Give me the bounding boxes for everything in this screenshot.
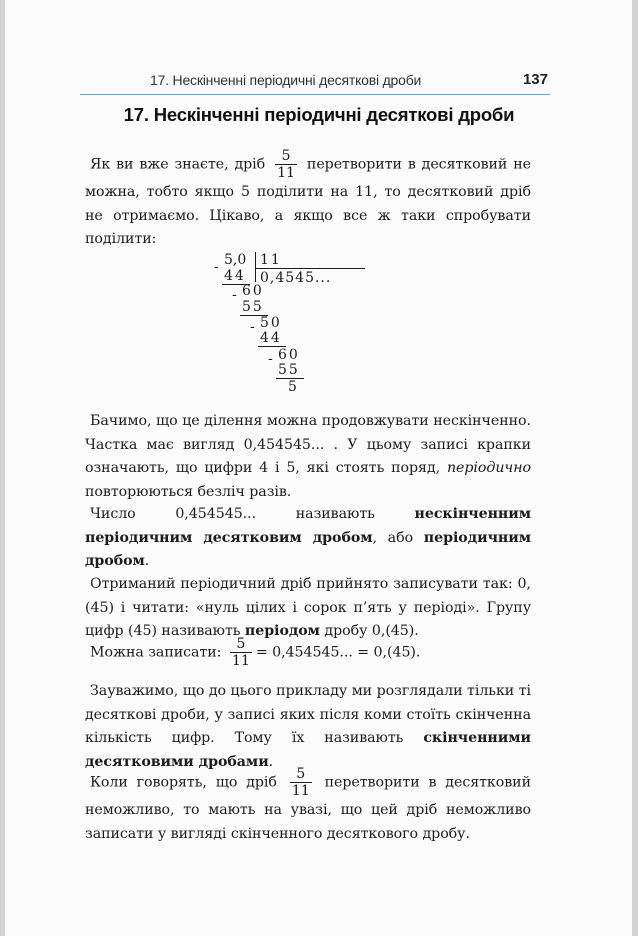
paragraph-periodic: Бачимо, що це ділення можна продовжувати нескінченно. Частка має вигляд 0,454545... . У цьому записі крапки означають, що цифри 4 і 5, які стоять поряд, періодично повторюються безліч разів.	[85, 413, 531, 500]
paragraph-conclusion: Коли говорять, що дріб $\frac{5}{11}$ перетворити в десятковий неможливо, то мають на увазі, що цей дріб неможливо записати у вигляді скінченного десяткового дробу.	[85, 766, 531, 842]
fraction-denominator: 11	[277, 165, 296, 181]
defined-term: періодичним дробом	[85, 529, 531, 569]
dividend: 5,0	[224, 252, 247, 268]
fraction-numerator: 5	[230, 636, 252, 653]
fraction-5-11	[275, 148, 297, 181]
fraction-5-11	[290, 766, 312, 799]
division-step: 60	[242, 283, 264, 299]
running-header	[80, 70, 550, 95]
defined-term: скінченними десятковими дробами	[85, 730, 531, 770]
paragraph-intro	[85, 148, 531, 252]
defined-term: періодом	[244, 623, 320, 639]
intro-text-before: Як ви вже знаєте, дріб	[90, 156, 266, 173]
section-title: 17. Нескінченні періодичні десяткові дроби	[123, 104, 515, 125]
running-title: 17. Нескінченні періодичні десяткові дроби	[150, 72, 422, 88]
defined-term: нескінченним періодичним десятковим дробом	[85, 506, 532, 546]
paragraph-definition: Число 0,454545... називають нескінченним періодичним десятковим дробом, або періодичним дробом.	[85, 506, 532, 569]
division-step: 50	[260, 315, 282, 331]
division-step: 55	[242, 299, 264, 315]
long-division: - 5,0 11 0,4545... 44 - 60 55 - 50 44 - 60 55 5	[222, 250, 402, 410]
page-number: 137	[522, 71, 548, 88]
equation-rhs: = 0,454545... = 0,(45).	[255, 644, 421, 661]
intro-text-after: перетворити в десятковий не можна, тобто якщо 5 поділити на 11, то десятковий дріб не отримаємо. Цікаво, а якщо все ж таки спробувати поділити:	[85, 156, 531, 247]
division-step: 60	[278, 347, 300, 363]
divisor: 11	[260, 252, 282, 268]
paragraph-notation: Отриманий періодичний дріб прийнято записувати так: 0,(45) і читати: «нуль цілих і сорок п’ять у періоді». Групу цифр (45) називають періодом дробу 0,(45).	[85, 576, 531, 639]
fraction-5-11	[230, 636, 252, 669]
paragraph-finite: Зауважимо, що до цього прикладу ми розглядали тільки ті десяткові дроби, у записі яких після коми стоїть скінченна кількість цифр. Тому їх називають скінченними десятковими дробами.	[85, 683, 531, 770]
fraction-numerator: 5	[290, 766, 312, 783]
division-step: 44	[260, 330, 282, 346]
paragraph-equation: Можна записати: $\frac{5}{11}$ = 0,454545... = 0,(45).	[90, 636, 421, 669]
fraction-numerator: 5	[275, 148, 297, 165]
division-step: 44	[224, 268, 246, 284]
division-step: 55	[278, 362, 300, 378]
quotient: 0,4545...	[260, 270, 332, 286]
fraction-denominator: 11	[231, 653, 250, 669]
division-remainder: 5	[288, 379, 297, 395]
fraction-denominator: 11	[291, 783, 310, 799]
italic-term: періодично	[446, 460, 531, 476]
